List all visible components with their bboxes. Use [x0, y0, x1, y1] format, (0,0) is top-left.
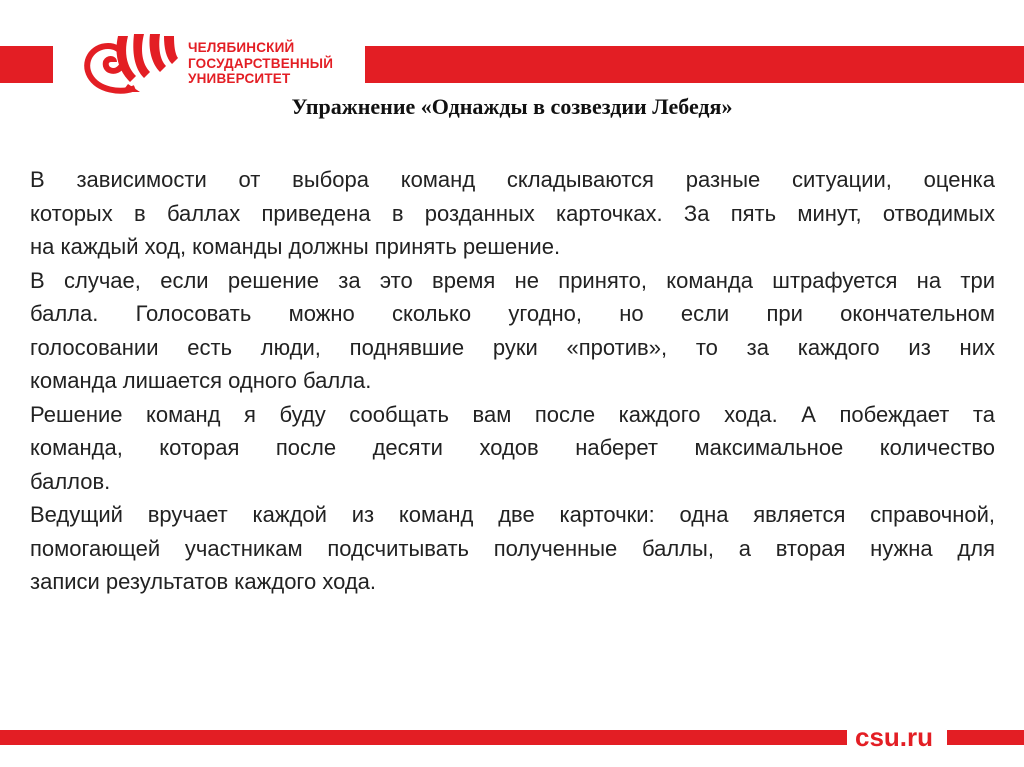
paragraph-line: которых в баллах приведена в розданных карточках. За пять минут, отводимых — [30, 200, 995, 226]
paragraph-line: на каждый ход, команды должны принять решение. — [30, 234, 561, 259]
paragraph-line: В зависимости от выбора команд складываются разные ситуации, оценка — [30, 167, 995, 192]
paragraph-line: помогающей участникам подсчитывать полученные баллы, а вторая нужна для — [30, 535, 995, 561]
paragraph-line: команда лишается одного балла. — [30, 368, 372, 393]
university-name-line: УНИВЕРСИТЕТ — [188, 71, 291, 86]
paragraph — [30, 498, 995, 599]
paragraph-line: команда, которая после десяти ходов наберет максимальное количество — [30, 435, 995, 460]
footer-bar-left — [0, 730, 847, 745]
paragraph — [30, 264, 995, 398]
paragraph-line: голосовании есть люди, поднявшие руки «против», то за каждого из них — [30, 334, 995, 360]
paragraph-line: записи результатов каждого хода. — [30, 569, 377, 594]
paragraph — [30, 163, 995, 264]
site-link[interactable]: csu.ru — [855, 722, 934, 752]
paragraph-line: балла. Голосовать можно сколько угодно, но если при окончательном — [30, 301, 995, 326]
paragraph-line: баллов. — [30, 468, 111, 494]
footer-bar-right — [947, 730, 1024, 745]
university-logo-icon — [80, 32, 180, 94]
university-name — [188, 40, 333, 87]
paragraph-line: В случае, если решение за это время не принято, команда штрафуется на три — [30, 267, 995, 293]
header-bar-left — [0, 46, 53, 83]
university-name-line: ГОСУДАРСТВЕННЫЙ — [188, 55, 334, 71]
header-bar-right — [365, 46, 1024, 83]
university-name-line: ЧЕЛЯБИНСКИЙ — [188, 40, 295, 55]
paragraph — [30, 398, 995, 499]
slide-title: Упражнение «Однажды в созвездии Лебедя» — [291, 94, 733, 119]
paragraph-line: Решение команд я буду сообщать вам после каждого хода. А побеждает та — [30, 401, 995, 427]
slide-body — [30, 163, 995, 599]
paragraph-line: Ведущий вручает каждой из команд две карточки: одна является справочной, — [30, 502, 995, 527]
